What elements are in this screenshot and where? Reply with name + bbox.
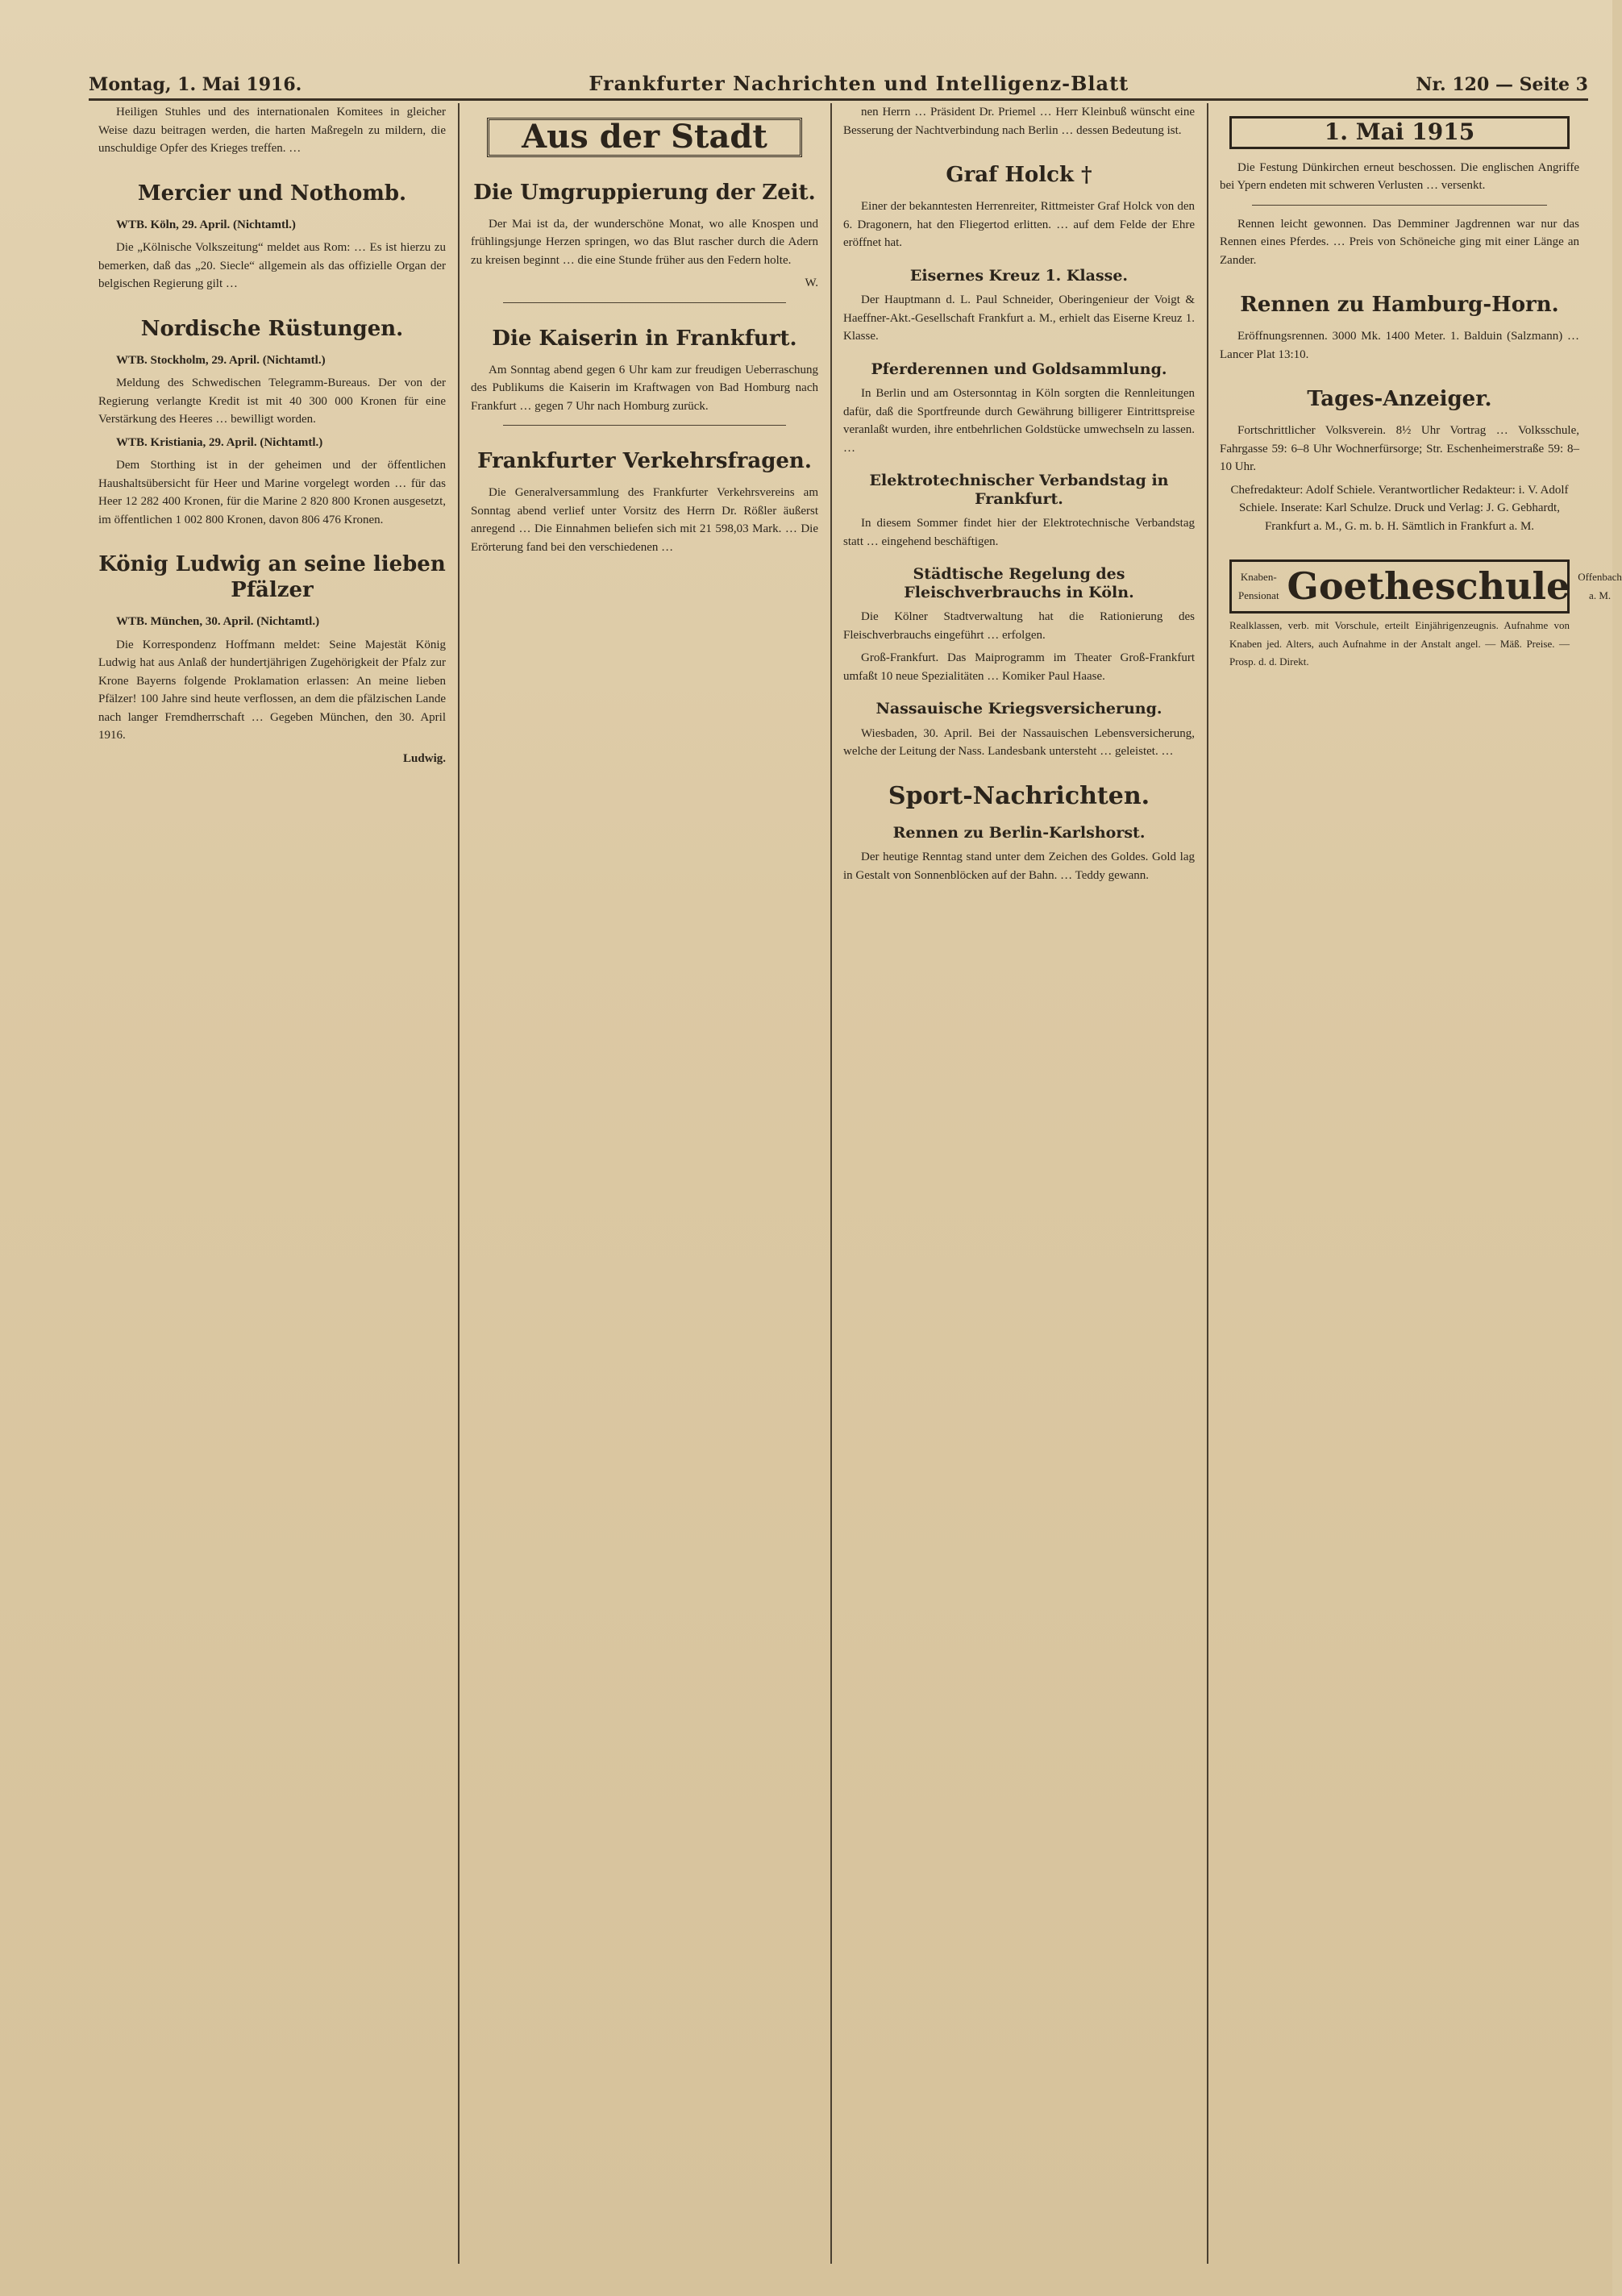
article-umgruppierung: Der Mai ist da, der wunderschöne Monat, wo alle Knospen und frühlingsjunge Herzen springen, wo das Blut rascher durch die Adern zu kreisen beginnt … die eine Stunde früher aus den Federn holte. bbox=[471, 217, 818, 267]
separator bbox=[1252, 205, 1547, 206]
ad-right-label: Offenbach a. M. bbox=[1578, 571, 1622, 601]
column-rule bbox=[1207, 103, 1208, 2264]
headline-elektrotechnik: Elektrotechnischer Verbandstag in Frankfurt. bbox=[869, 472, 1169, 508]
headline-nassau: Nassauische Kriegsversicherung. bbox=[875, 700, 1162, 718]
advertisement-goetheschule bbox=[1229, 559, 1622, 614]
headline-tages-anzeiger: Tages-Anzeiger. bbox=[1307, 387, 1492, 411]
ad-left-label: Knaben-Pensionat bbox=[1238, 571, 1279, 601]
article-pferderennen: In Berlin und am Ostersonntag in Köln sorgten die Rennleitungen dafür, daß die Sportfreunde durch Gewährung billigerer Eintrittspreise veranlaßt wurden, ihre entbehrlichen Goldstücke umwechseln zu lassen. … bbox=[843, 387, 1195, 455]
signature-ludwig: Ludwig. bbox=[403, 751, 446, 765]
column-rule bbox=[458, 103, 460, 2264]
masthead-page-number: Nr. 120 — Seite 3 bbox=[1416, 74, 1588, 95]
chronicle-text: Die Festung Dünkirchen erneut beschossen. Die englischen Angriffe bei Ypern endeten mit schweren Verlusten … versenkt. bbox=[1220, 160, 1579, 192]
article-verkehr: Die Generalversammlung des Frankfurter Verkehrsvereins am Sonntag abend verlief unter Vorsitz des Herrn Dr. Rößler äußerst anregend … Die Einnahmen beliefen sich mit 21 598,03 Mark. … Die Erörterung fand bei den verschiedenen … bbox=[471, 486, 818, 554]
dateline-muenchen: WTB. München, 30. April. (Nichtamtl.) bbox=[116, 615, 320, 628]
tages-anzeiger-text: Fortschrittlicher Volksverein. 8½ Uhr Vortrag … Volksschule, Fahrgasse 59: 6–8 Uhr Wochnerfürsorge; Str. Eschenheimerstraße 59: 8–10 Uhr. bbox=[1220, 424, 1579, 473]
dateline-stockholm: WTB. Stockholm, 29. April. (Nichtamtl.) bbox=[116, 353, 326, 367]
headline-verkehr: Frankfurter Verkehrsfragen. bbox=[477, 449, 812, 473]
article-fleischverbrauch: Die Kölner Stadtverwaltung hat die Rationierung des Fleischverbrauchs eingeführt … erfolgen. bbox=[843, 610, 1195, 642]
masthead-title: Frankfurter Nachrichten und Intelligenz-Blatt bbox=[588, 72, 1129, 95]
chronicle-date-box: 1. Mai 1915 bbox=[1229, 116, 1570, 149]
separator bbox=[503, 425, 786, 426]
column-2 bbox=[461, 103, 828, 561]
masthead-date: Montag, 1. Mai 1916. bbox=[89, 74, 302, 95]
headline-fleischverbrauch: Städtische Regelung des Fleischverbrauchs in Köln. bbox=[904, 565, 1134, 601]
separator bbox=[503, 302, 786, 303]
ad-description: Realklassen, verb. mit Vorschule, erteilt Einjährigenzeugnis. Aufnahme von Knaben jed. Alters, auch Aufnahme in der Anstalt angel. — Mäß. Preise. — Prosp. d. d. Direkt. bbox=[1229, 619, 1570, 668]
article-gross-frankfurt: Groß-Frankfurt. Das Maiprogramm im Theater Groß-Frankfurt umfaßt 10 neue Spezialitäten … Komiker Paul Haase. bbox=[843, 651, 1195, 683]
article-karlshorst: Der heutige Renntag stand unter dem Zeichen des Goldes. Gold lag in Gestalt von Sonnenblöcken auf der Bahn. … Teddy gewann. bbox=[843, 851, 1195, 882]
headline-sport: Sport-Nachrichten. bbox=[888, 781, 1150, 810]
column-4 bbox=[1210, 103, 1622, 675]
article-verkehr-continued: nen Herrn … Präsident Dr. Priemel … Herr Kleinbuß wünscht eine Besserung der Nachtverbindung nach Berlin … dessen Bedeutung ist. bbox=[843, 106, 1195, 137]
signature-umgruppierung: W. bbox=[805, 277, 818, 289]
article-intro: Heiligen Stuhles und des internationalen Komitees in gleicher Weise dazu beitragen werden, die harten Maßregeln zu mildern, die unschuldige Opfer des Krieges treffen. … bbox=[98, 106, 446, 155]
article-mercier: Die „Kölnische Volkszeitung“ meldet aus Rom: … Es ist hierzu zu bemerken, daß das „20. Siecle“ allgemein als das offizielle Organ der belgischen Regierung gilt … bbox=[98, 241, 446, 290]
masthead bbox=[89, 63, 1588, 101]
headline-pferderennen: Pferderennen und Goldsammlung. bbox=[871, 360, 1167, 378]
headline-holck: Graf Holck † bbox=[946, 163, 1092, 187]
article-kristiania: Dem Storthing ist in der geheimen und der öffentlichen Haushaltsübersicht für Heer und Marine vorgelegt worden … für das Heer 12 282 400 Kronen, für die Marine 2 820 800 Kronen ausgesetzt, im öffentlichen 1 002 800 Kronen, davon 806 476 Kronen. bbox=[98, 459, 446, 526]
headline-mercier: Mercier und Nothomb. bbox=[137, 181, 407, 206]
column-rule bbox=[830, 103, 832, 2264]
headline-kaiserin: Die Kaiserin in Frankfurt. bbox=[492, 326, 797, 351]
article-holck: Einer der bekanntesten Herrenreiter, Rittmeister Graf Holck von den 6. Dragonern, hat den Fliegertod erlitten. … auf dem Felde der Ehre eröffnet hat. bbox=[843, 200, 1195, 249]
hamburg-results: Eröffnungsrennen. 3000 Mk. 1400 Meter. 1. Balduin (Salzmann) … Lancer Plat 13:10. bbox=[1220, 330, 1579, 361]
racing-results: Rennen leicht gewonnen. Das Demminer Jagdrennen war nur das Rennen eines Pferdes. … Preis von Schöneiche ging mit einer Länge an Zander. bbox=[1220, 217, 1579, 267]
ad-school-name: Goetheschule bbox=[1287, 564, 1570, 609]
article-kaiserin: Am Sonntag abend gegen 6 Uhr kam zur freudigen Ueberraschung des Publikums die Kaiserin im Kraftwagen von Bad Homburg nach Frankfurt … gegen 7 Uhr nach Homburg zurück. bbox=[471, 363, 818, 413]
section-title-aus-der-stadt: Aus der Stadt bbox=[487, 118, 802, 157]
impressum: Chefredakteur: Adolf Schiele. Verantwortlicher Redakteur: i. V. Adolf Schiele. Inserate: Karl Schulze. Druck und Verlag: J. G. Gebhardt, Frankfurt a. M., G. m. b. H. Sämtlich in Frankfurt a. M. bbox=[1230, 483, 1569, 533]
subhead-karlshorst: Rennen zu Berlin-Karlshorst. bbox=[892, 823, 1146, 842]
headline-umgruppierung: Die Umgruppierung der Zeit. bbox=[473, 180, 816, 205]
article-nassau: Wiesbaden, 30. April. Bei der Nassauischen Lebensversicherung, welche der Leitung der Nass. Landesbank untersteht … geleistet. … bbox=[843, 726, 1195, 758]
article-stockholm: Meldung des Schwedischen Telegramm-Bureaus. Der von der Regierung verlangte Kredit ist mit 40 300 000 Kronen für eine Verstärkung des Heeres … bewilligt worden. bbox=[98, 376, 446, 426]
headline-eisernes-kreuz: Eisernes Kreuz 1. Klasse. bbox=[909, 266, 1129, 285]
headline-nordic: Nordische Rüstungen. bbox=[140, 316, 404, 341]
column-3 bbox=[834, 103, 1204, 889]
article-elektrotechnik: In diesem Sommer findet hier der Elektrotechnische Verbandstag statt … eingehend beschäftigen. bbox=[843, 517, 1195, 548]
article-eisernes-kreuz: Der Hauptmann d. L. Paul Schneider, Oberingenieur der Voigt & Haeffner-Akt.-Gesellschaft Frankfurt a. M., erhielt das Eiserne Kreuz 1. Klasse. bbox=[843, 293, 1195, 343]
headline-hamburg-horn: Rennen zu Hamburg-Horn. bbox=[1240, 293, 1559, 317]
article-ludwig: Die Korrespondenz Hoffmann meldet: Seine Majestät König Ludwig hat aus Anlaß der hundertjährigen Zugehörigkeit der Pfalz zur Krone Bayerns folgende Proklamation erlassen: An meine lieben Pfälzer! 100 Jahre sind heute verflossen, an dem die pfälzischen Lande nach langer Fremdherrschaft … Gegeben München, den 30. April 1916. bbox=[98, 638, 446, 742]
column-1 bbox=[89, 103, 455, 772]
dateline-mercier: WTB. Köln, 29. April. (Nichtamtl.) bbox=[116, 218, 296, 231]
dateline-kristiania: WTB. Kristiania, 29. April. (Nichtamtl.) bbox=[116, 435, 323, 449]
headline-ludwig: König Ludwig an seine lieben Pfälzer bbox=[98, 552, 446, 602]
